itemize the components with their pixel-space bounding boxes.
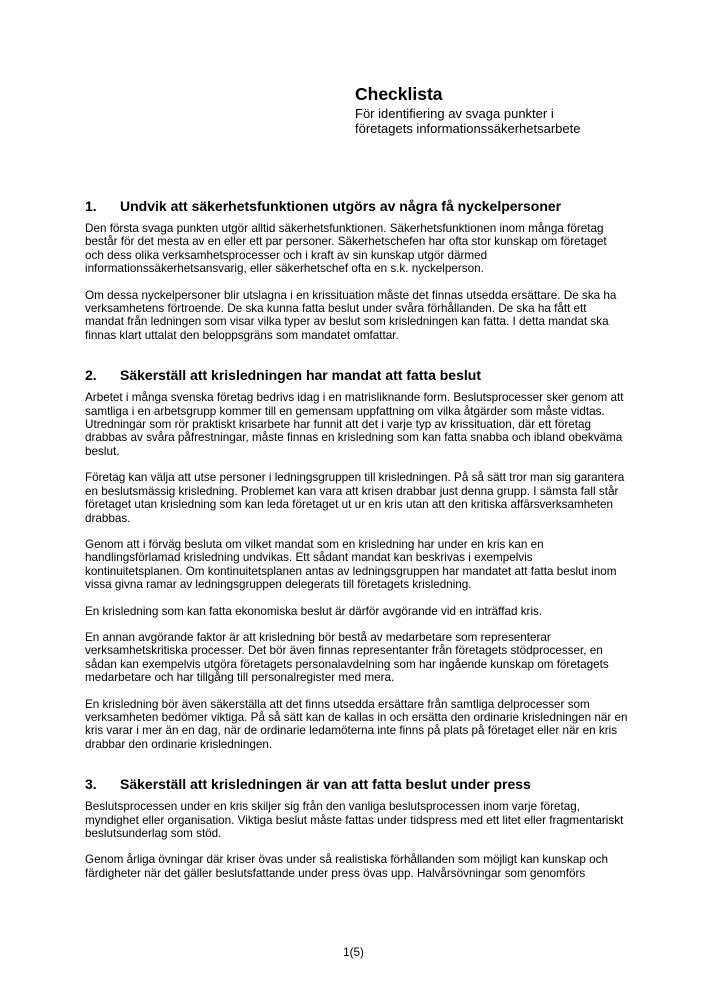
title-block <box>355 84 655 136</box>
page-footer <box>0 946 707 959</box>
document-title: Checklista <box>355 84 443 104</box>
paragraph: Genom att i förväg besluta om vilket mandat som en krisledning har under en kris kan en handlingsförlamad krisledning undvikas. Ett sådant mandat kan beskrivas i exempelvis kontinuitetsplanen. Om kontinuitetsplanen antas av ledningsgruppen har mandatet att fatta beslut inom vissa givna ramar av ledningsgruppen delegerats till företagets krisledning. <box>85 537 617 592</box>
section-2-number: 2. <box>85 367 97 384</box>
document-subtitle <box>355 106 655 136</box>
subtitle-line-2: företagets informationssäkerhetsarbete <box>355 121 581 136</box>
section-1-title: Undvik att säkerhetsfunktionen utgörs av några få nyckelpersoner <box>120 198 562 214</box>
paragraph: Företag kan välja att utse personer i ledningsgruppen till krisledningen. På så sätt tror man sig garantera en beslutsmässig krisledning. Problemet kan vara att krisen drabbar just denna grupp. I sämsta fall står företaget utan krisledning som kan leda företaget ut ur en kris utan att den kritiska affärsverksamheten drabbas. <box>85 471 625 525</box>
paragraph: Genom årliga övningar där kriser övas under så realistiska förhållanden som möjligt kan kunskap och färdigheter när det gäller beslutsfattande under press övas upp. Halvårsövningar som genomförs <box>85 853 608 880</box>
section-2 <box>85 367 628 751</box>
paragraph: En krisledning bör även säkerställa att det finns utsedda ersättare från samtliga delprocesser som verksamheten bedömer viktiga. På så sätt kan de kallas in och ersätta den ordinarie krisledningen när en kris varar i mer än en dag, när de ordinarie ledamöterna inte finns på plats på företaget eller när en kris drabbar den ordinarie krisledningen. <box>85 697 628 751</box>
document-body <box>85 198 628 880</box>
section-3-title: Säkerställ att krisledningen är van att fatta beslut under press <box>120 776 531 793</box>
paragraph: Beslutsprocessen under en kris skiljer sig från den vanliga beslutsprocessen inom varje företag, myndighet eller organisation. Viktiga beslut måste fattas under tidspress med ett litet eller fragmentariskt beslutsunderlag som stöd. <box>85 800 624 840</box>
page-number: 1(5) <box>343 946 364 959</box>
section-1-heading <box>85 198 628 215</box>
section-1-number: 1. <box>85 198 97 214</box>
paragraph: Arbetet i många svenska företag bedrivs idag i en matrisliknande form. Beslutsprocesser sker genom att samtliga i en arbetsgrupp kommer till en gemensam uppfattning om vilka åtgärder som måste vidtas. Utredningar som rör praktiskt krisarbete har funnit att det i varje typ av krissituation, där ett företag drabbas av svåra påfrestningar, måste finnas en krisledning som kan fatta snabba och ibland obekväma beslut. <box>85 391 624 458</box>
section-2-title: Säkerställ att krisledningen har mandat att fatta beslut <box>120 367 481 384</box>
section-3-heading <box>85 776 628 793</box>
subtitle-line-1: För identifiering av svaga punkter i <box>355 106 554 121</box>
paragraph: En krisledning som kan fatta ekonomiska beslut är därför avgörande vid en inträffad kris. <box>85 604 543 618</box>
paragraph: Den första svaga punkten utgör alltid säkerhetsfunktionen. Säkerhetsfunktionen inom många företag består för det mesta av en eller ett par personer. Säkerhetschefen har ofta stor kunskap om företaget och dess olika verksamhetsprocesser och i kraft av sin kunskap utgör därmed informationssäkerhetsansvarig, eller säkerhetschef ofta en s.k. nyckelperson. <box>85 222 607 276</box>
section-2-heading <box>85 367 628 384</box>
paragraph: Om dessa nyckelpersoner blir utslagna i en krissituation måste det finnas utsedda ersättare. De ska ha verksamhetens förtroende. De ska kunna fatta beslut under svåra förhållanden. De ska ha fått ett mandat från ledningen som visar vilka typer av beslut som krisledningen kan fatta. I detta mandat ska finnas klart uttalat den beloppsgräns som mandatet omfattar. <box>85 288 617 342</box>
section-3-number: 3. <box>85 776 97 793</box>
section-1 <box>85 198 628 342</box>
section-3 <box>85 776 628 880</box>
paragraph: En annan avgörande faktor är att krisledning bör bestå av medarbetare som representerar verksamhetskritiska processer. Det bör även finnas representanter från företagets stödprocesser, en sådan kan exempelvis utgöra företagets personalavdelning som har ingående kunskap om företagets medarbetare och har tillgång till personalregister med mera. <box>85 630 609 685</box>
